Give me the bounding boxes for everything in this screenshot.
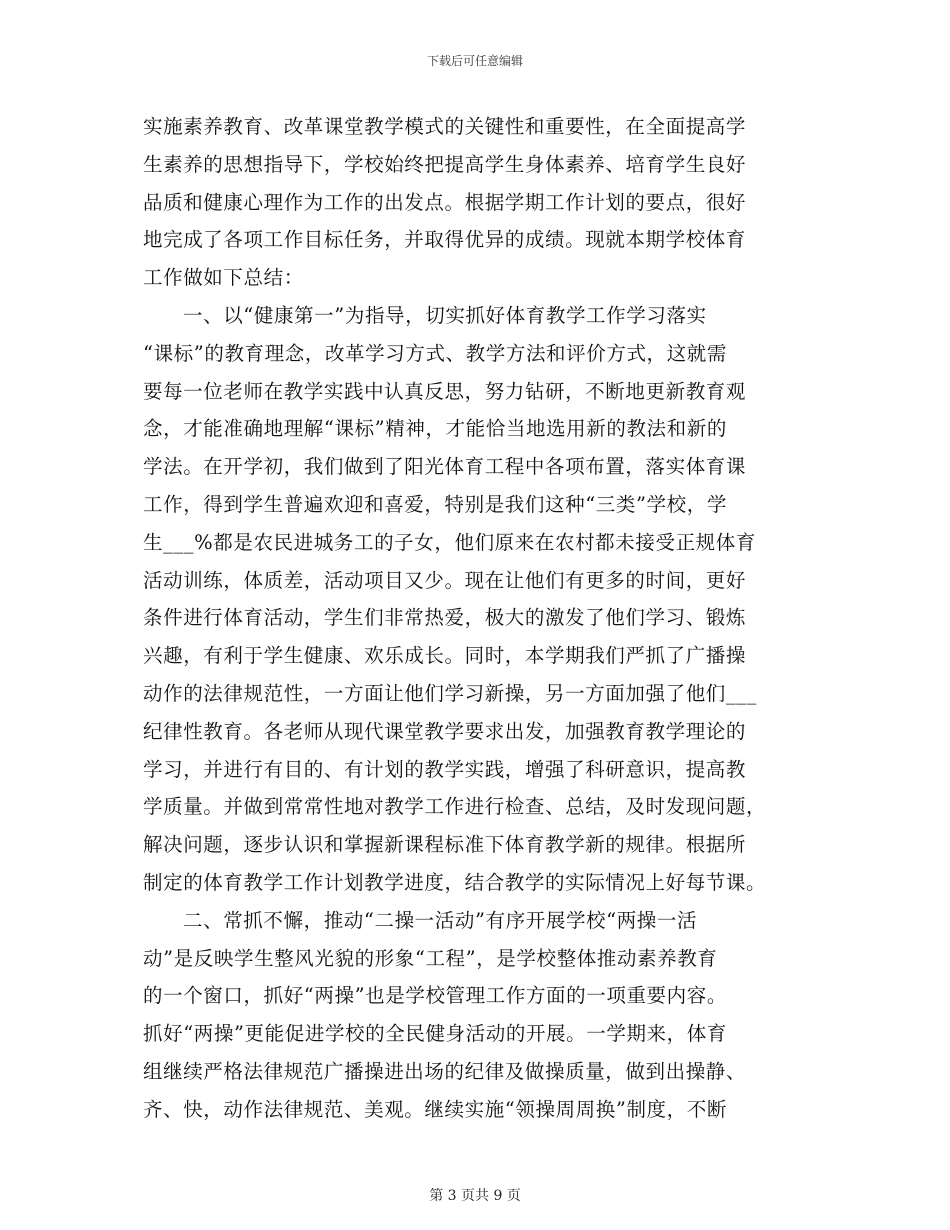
text-line: “课标”的教育理念，改革学习方式、教学方法和评价方式，这就需 [143, 341, 727, 365]
text-line: 的一个窗口，抓好“两操”也是学校管理工作方面的一项重要内容。 [143, 984, 727, 1008]
document-body [143, 108, 823, 1129]
page-header: 下载后可任意编辑 [426, 54, 523, 68]
text-line: 抓好“两操”更能促进学校的全民健身活动的开展。一学期来，体育 [143, 1022, 727, 1046]
text-line: 实施素养教育、改革课堂教学模式的关键性和重要性，在全面提高学 [143, 115, 747, 138]
text-line: 要每一位老师在教学实践中认真反思，努力钻研，不断地更新教育观 [143, 379, 747, 403]
text-line: 地完成了各项工作目标任务，并取得优异的成绩。现就本期学校体育 [143, 228, 747, 252]
text-line: 工作，得到学生普遍欢迎和喜爱，特别是我们这种“三类”学校，学 [143, 492, 727, 516]
text-line: 齐、快，动作法律规范、美观。继续实施“领操周周换”制度，不断 [143, 1097, 727, 1121]
text-line: 动作的法律规范性，一方面让他们学习新操，另一方面加强了他们___ [143, 681, 757, 705]
page-footer: 第 3 页共 9 页 [429, 1188, 521, 1204]
text-line: 工作做如下总结： [143, 266, 304, 290]
text-line: 兴趣，有利于学生健康、欢乐成长。同时，本学期我们严抓了广播操 [143, 644, 747, 668]
text-line: 纪律性教育。各老师从现代课堂教学要求出发，加强教育教学理论的 [143, 719, 747, 743]
text-line: 品质和健康心理作为工作的出发点。根据学期工作计划的要点，很好 [143, 190, 747, 214]
text-line: 动”是反映学生整风光貌的形象“工程”，是学校整体推动素养教育 [143, 946, 718, 970]
section-heading-line: 一、以“健康第一”为指导，切实抓好体育教学工作学习落实 [183, 303, 707, 327]
text-line: 条件进行体育活动，学生们非常热爱，极大的激发了他们学习、锻炼 [143, 606, 747, 630]
text-line: 制定的体育教学工作计划教学进度，结合教学的实际情况上好每节课。 [143, 870, 767, 894]
text-line: 活动训练，体质差，活动项目又少。现在让他们有更多的时间，更好 [143, 568, 747, 592]
text-line: 生素养的思想指导下，学校始终把提高学生身体素养、培育学生良好 [143, 152, 747, 176]
text-line: 学习，并进行有目的、有计划的教学实践，增强了科研意识，提高教 [143, 757, 747, 781]
text-line: 学法。在开学初，我们做到了阳光体育工程中各项布置，落实体育课 [143, 455, 747, 479]
text-line: 组继续严格法律规范广播操进出场的纪律及做操质量，做到出操静、 [143, 1059, 747, 1083]
text-line: 学质量。并做到常常性地对教学工作进行检查、总结，及时发现问题， [143, 795, 767, 819]
text-line: 生___%都是农民进城务工的子女，他们原来在农村都未接受正规体育 [143, 530, 756, 554]
text-line: 解决问题，逐步认识和掌握新课程标准下体育教学新的规律。根据所 [143, 833, 747, 857]
text-line: 念，才能准确地理解“课标”精神，才能恰当地选用新的教法和新的 [143, 417, 727, 441]
section-heading-line: 二、常抓不懈，推动“二操一活动”有序开展学校“两操一活 [183, 908, 698, 932]
